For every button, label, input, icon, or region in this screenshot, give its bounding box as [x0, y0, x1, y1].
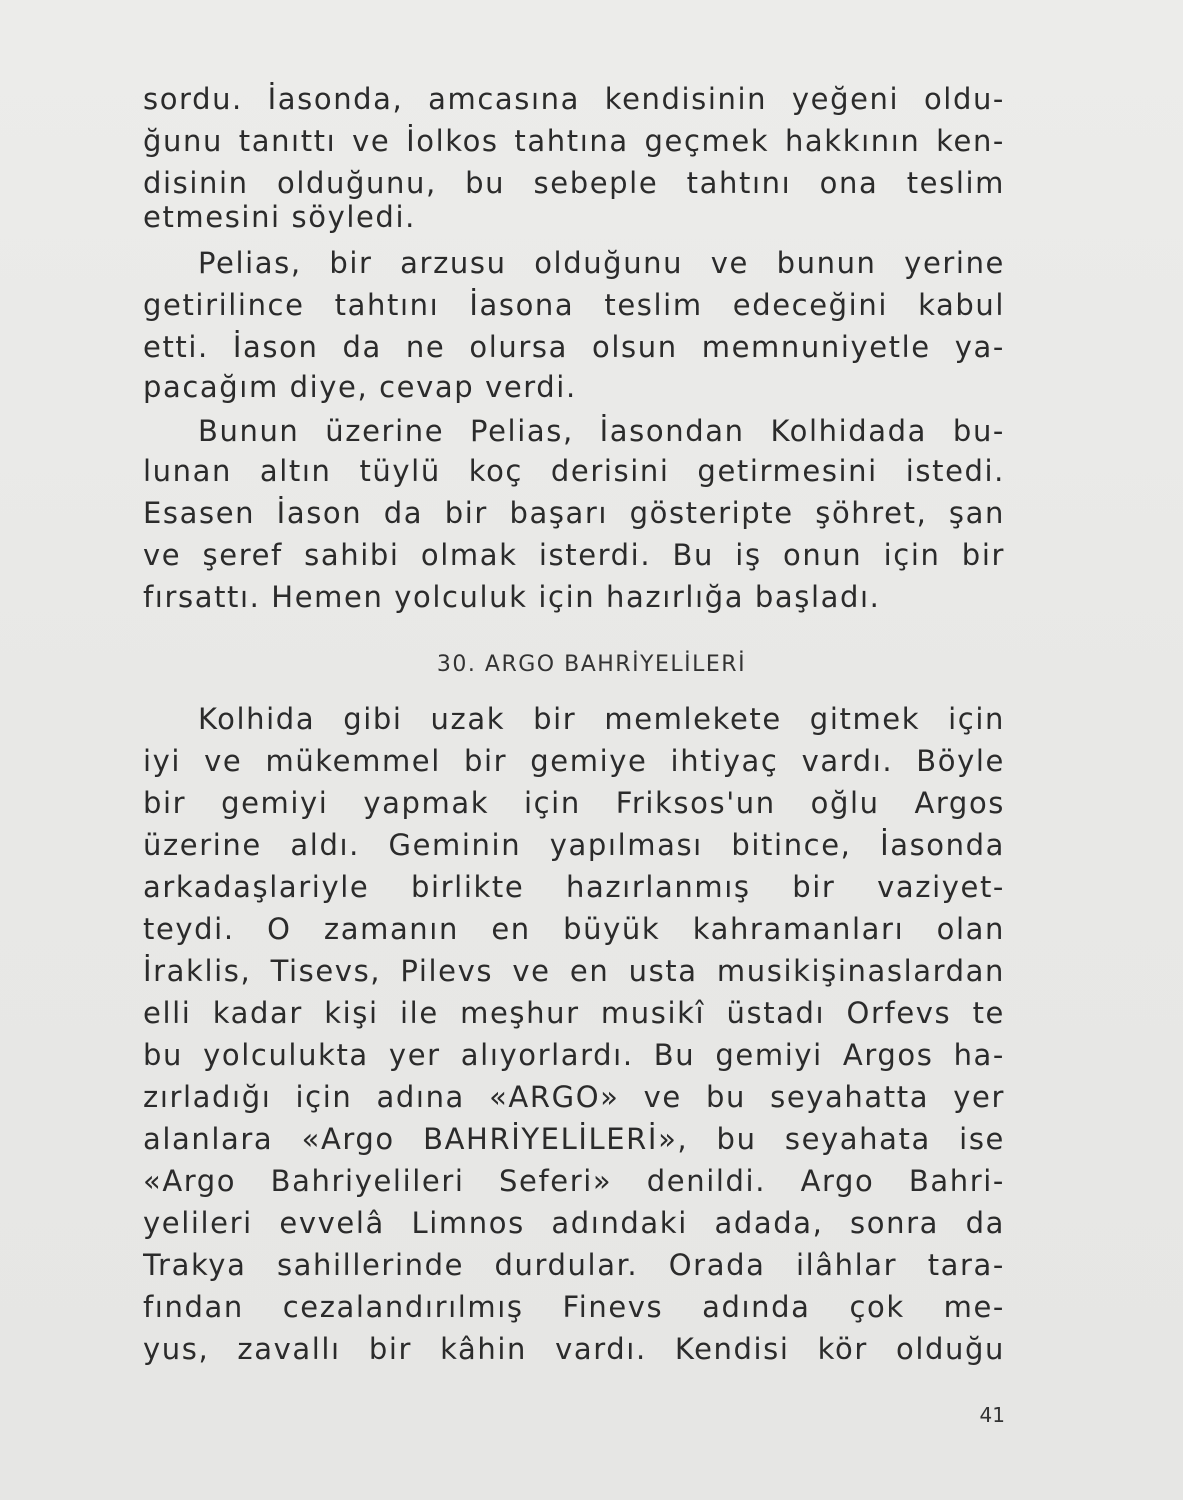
- text-line: etmesini söyledi.: [143, 200, 416, 234]
- text-line: disinin olduğunu, bu sebeple tahtını ona teslim: [143, 166, 1005, 200]
- text-line: bir gemiyi yapmak için Friksos'un oğlu Argos: [143, 786, 1005, 820]
- text-line: fından cezalandırılmış Finevs adında çok me-: [143, 1290, 1005, 1324]
- text-line: Esasen İason da bir başarı gösteripte şöhret, şan: [143, 496, 1005, 530]
- text-line: ğunu tanıttı ve İolkos tahtına geçmek hakkının ken-: [143, 124, 1005, 158]
- text-line: lunan altın tüylü koç derisini getirmesini istedi.: [143, 454, 1005, 488]
- section-heading: 30. ARGO BAHRİYELİLERİ: [436, 652, 747, 677]
- text-line: zırladığı için adına «ARGO» ve bu seyahatta yer: [143, 1080, 1005, 1114]
- text-line: ve şeref sahibi olmak isterdi. Bu iş onun için bir: [143, 538, 1005, 572]
- text-line: pacağım diye, cevap verdi.: [143, 370, 577, 404]
- text-line: Pelias, bir arzusu olduğunu ve bunun yerine: [198, 246, 1005, 280]
- text-line: yelileri evvelâ Limnos adındaki adada, sonra da: [143, 1206, 1005, 1240]
- text-line: iyi ve mükemmel bir gemiye ihtiyaç vardı. Böyle: [143, 744, 1005, 778]
- text-line: üzerine aldı. Geminin yapılması bitince, İasonda: [143, 828, 1005, 862]
- text-line: sordu. İasonda, amcasına kendisinin yeğeni oldu-: [143, 82, 1005, 116]
- text-line: bu yolculukta yer alıyorlardı. Bu gemiyi Argos ha-: [143, 1038, 1005, 1072]
- text-line: Kolhida gibi uzak bir memlekete gitmek için: [198, 702, 1005, 736]
- text-line: Bunun üzerine Pelias, İasondan Kolhidada bu-: [198, 414, 1005, 448]
- text-line: elli kadar kişi ile meşhur musikî üstadı Orfevs te: [143, 996, 1005, 1030]
- page-number: 41: [979, 1403, 1005, 1427]
- text-line: teydi. O zamanın en büyük kahramanları olan: [143, 912, 1005, 946]
- text-line: getirilince tahtını İasona teslim edeceğini kabul: [143, 288, 1005, 322]
- text-line: arkadaşlariyle birlikte hazırlanmış bir vaziyet-: [143, 870, 1005, 904]
- text-line: fırsattı. Hemen yolculuk için hazırlığa başladı.: [143, 580, 881, 614]
- text-line: alanlara «Argo BAHRİYELİLERİ», bu seyahata ise: [143, 1122, 1005, 1156]
- text-line: «Argo Bahriyelileri Seferi» denildi. Argo Bahri-: [143, 1164, 1005, 1198]
- text-line: yus, zavallı bir kâhin vardı. Kendisi kör olduğu: [143, 1332, 1005, 1366]
- text-line: etti. İason da ne olursa olsun memnuniyetle ya-: [143, 330, 1005, 364]
- text-line: İraklis, Tisevs, Pilevs ve en usta musikişinaslardan: [143, 954, 1005, 988]
- text-line: Trakya sahillerinde durdular. Orada ilâhlar tara-: [143, 1248, 1005, 1282]
